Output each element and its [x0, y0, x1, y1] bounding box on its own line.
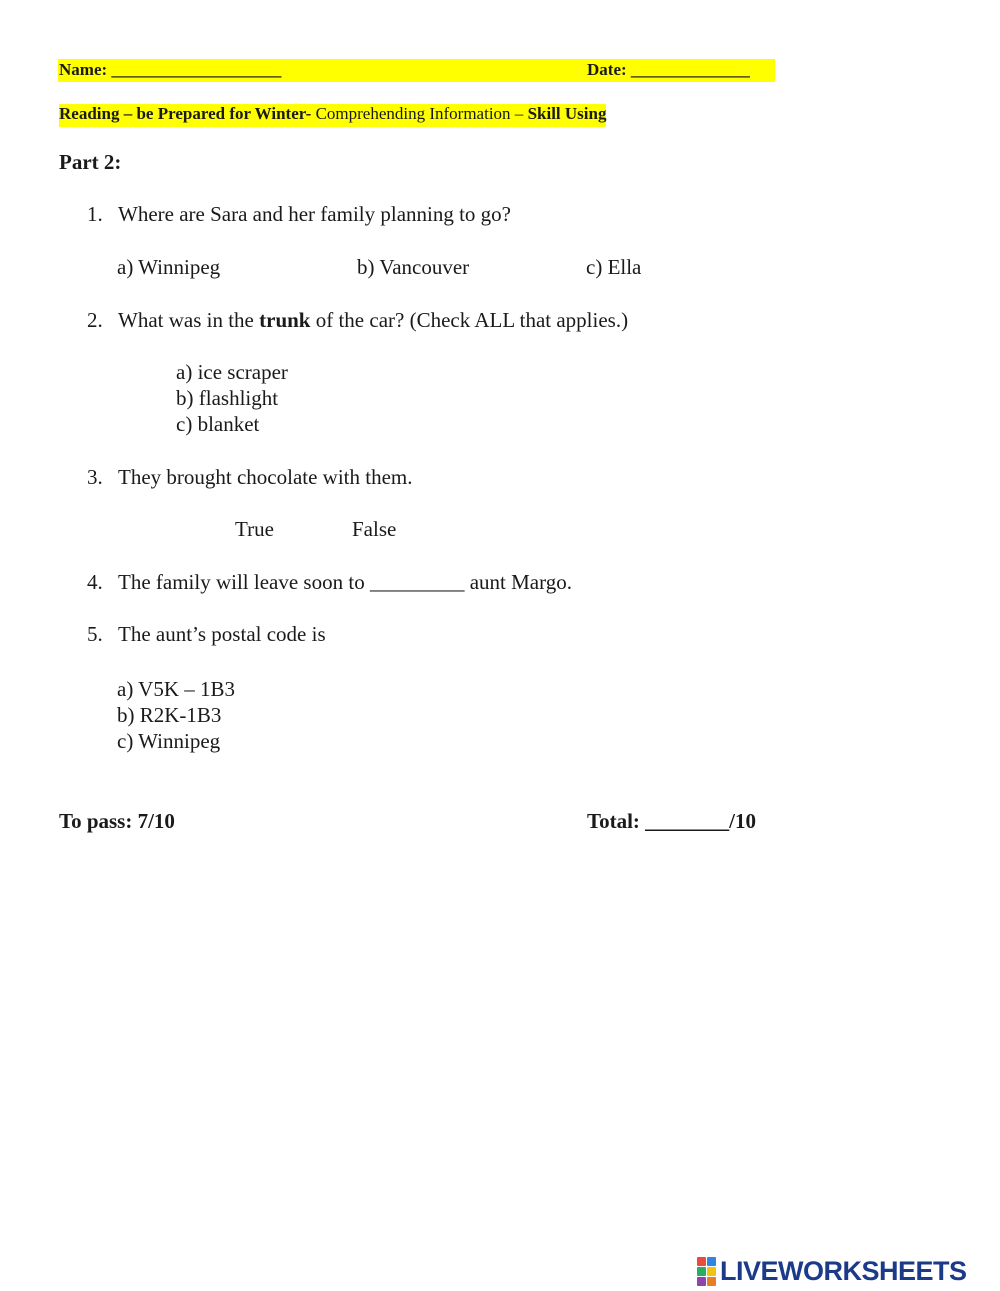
logo-text: LIVEWORKSHEETS	[720, 1255, 967, 1286]
question-5-number: 5.	[87, 622, 103, 646]
question-2-option-c[interactable]: c) blanket	[176, 412, 260, 436]
subtitle-bold: Reading – be Prepared for Winter-	[59, 104, 312, 123]
question-2-text-bold: trunk	[259, 308, 311, 332]
logo-cube	[707, 1267, 716, 1276]
question-4-number: 4.	[87, 570, 103, 594]
logo-cubes-icon	[697, 1257, 716, 1286]
question-2-text-before: What was in the	[118, 308, 260, 332]
to-pass-label: To pass: 7/10	[59, 809, 175, 833]
question-2-option-b[interactable]: b) flashlight	[176, 386, 279, 410]
worksheet-subtitle	[59, 104, 606, 127]
question-3-text: They brought chocolate with them.	[118, 465, 413, 489]
logo-cube	[707, 1257, 716, 1266]
question-1-option-c[interactable]: c) Ella	[586, 255, 642, 279]
liveworksheets-logo	[697, 1256, 967, 1286]
question-5-text: The aunt’s postal code is	[118, 622, 326, 646]
question-2-option-a[interactable]: a) ice scraper	[176, 360, 288, 384]
question-4-text[interactable]: The family will leave soon to _________ aunt Margo.	[118, 570, 572, 594]
question-5-option-a[interactable]: a) V5K – 1B3	[117, 677, 236, 701]
question-2-number: 2.	[87, 308, 103, 332]
logo-cube	[697, 1267, 706, 1276]
question-2-text	[118, 308, 628, 333]
subtitle-skill: Skill Using	[527, 104, 607, 123]
logo-cube	[697, 1277, 706, 1286]
question-1-number: 1.	[87, 202, 103, 226]
total-score-field[interactable]: Total: ________/10	[587, 809, 756, 833]
part-title: Part 2:	[59, 150, 122, 174]
logo-cube	[707, 1277, 716, 1286]
question-1-option-b[interactable]: b) Vancouver	[357, 255, 470, 279]
subtitle-regular: Comprehending Information –	[311, 104, 528, 123]
question-5-option-b[interactable]: b) R2K-1B3	[117, 703, 222, 727]
question-1-text: Where are Sara and her family planning to go?	[118, 202, 512, 226]
logo-cube	[697, 1257, 706, 1266]
question-1-option-a[interactable]: a) Winnipeg	[117, 255, 221, 279]
question-3-option-false[interactable]: False	[352, 517, 397, 541]
question-5-option-c[interactable]: c) Winnipeg	[117, 729, 221, 753]
date-field[interactable]: Date: ______________	[587, 60, 750, 79]
question-3-option-true[interactable]: True	[235, 517, 274, 541]
question-2-text-after: of the car? (Check ALL that applies.)	[310, 308, 629, 332]
name-field[interactable]: Name: ____________________	[59, 60, 282, 79]
question-3-number: 3.	[87, 465, 103, 489]
